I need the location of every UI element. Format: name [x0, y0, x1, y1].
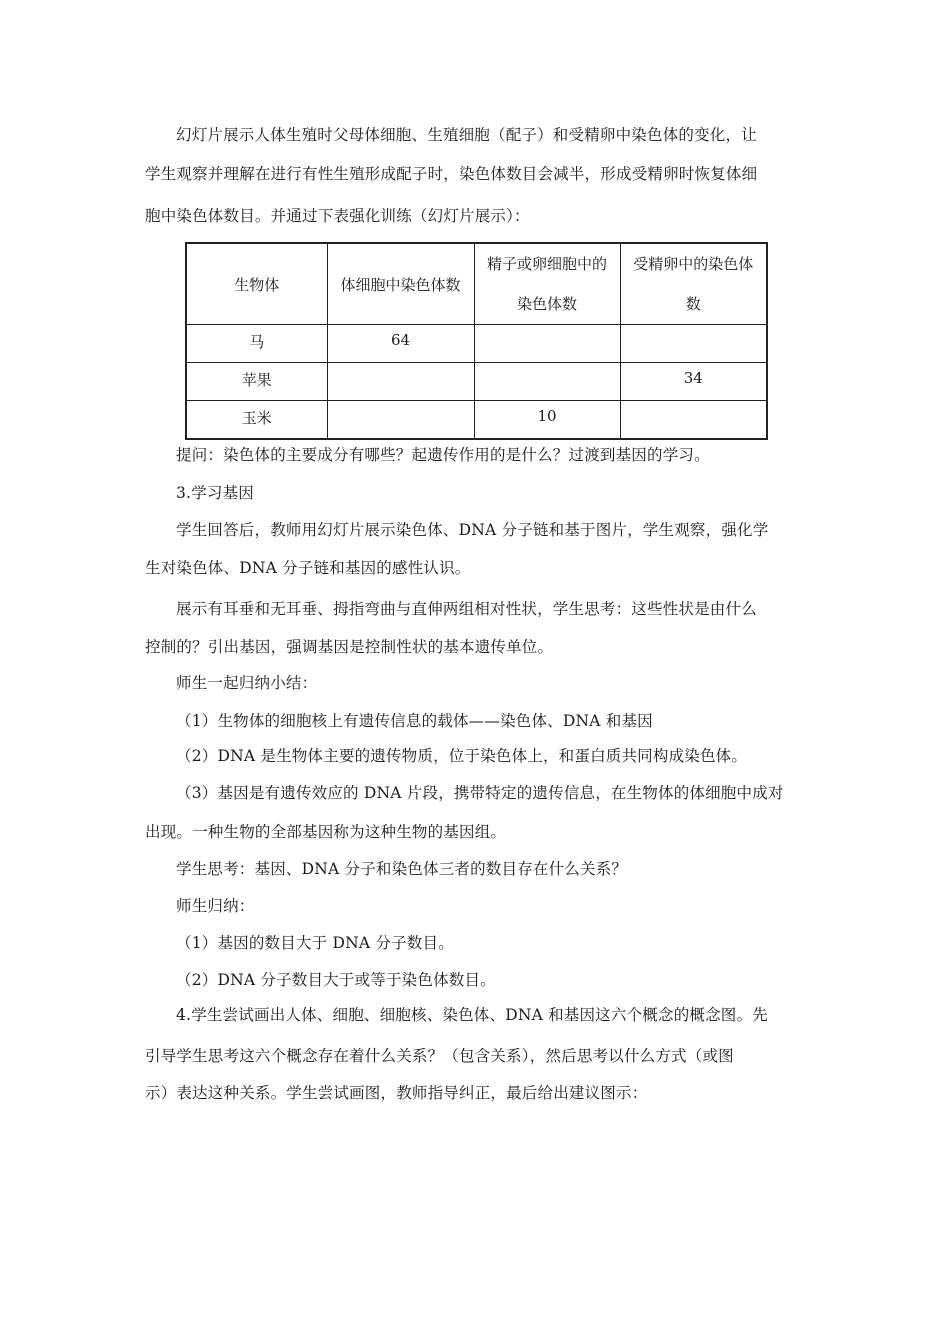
cell-organism: 马 — [186, 325, 327, 363]
summary-item-2: （2）DNA 是生物体主要的遗传物质，位于染色体上，和蛋白质共同构成染色体。 — [176, 747, 748, 765]
header-somatic: 体细胞中染色体数 — [327, 243, 474, 325]
section-4-line-1: 4.学生尝试画出人体、细胞、细胞核、染色体、DNA 和基因这六个概念的概念图。先 — [176, 1006, 768, 1024]
summary-item-3-line-1: （3）基因是有遗传效应的 DNA 片段，携带特定的遗传信息，在生物体的体细胞中成对 — [176, 784, 784, 802]
cell-somatic — [327, 401, 474, 439]
think-question: 学生思考：基因、DNA 分子和染色体三者的数目存在什么关系？ — [176, 860, 628, 878]
cell-organism: 玉米 — [186, 401, 327, 439]
header-gamete-line-1: 精子或卵细胞中的 — [486, 255, 607, 273]
question-text: 提问：染色体的主要成分有哪些？起遗传作用的是什么？过渡到基因的学习。 — [176, 446, 710, 464]
summary-item-3-line-2: 出现。一种生物的全部基因称为这种生物的基因组。 — [145, 823, 507, 841]
table-row — [186, 363, 767, 401]
chromosome-table — [185, 242, 768, 440]
cell-gamete — [474, 363, 620, 401]
cell-gamete — [474, 325, 620, 363]
intro-line-3: 胞中染色体数目。并通过下表强化训练（幻灯片展示）： — [145, 207, 530, 225]
para-b-line-1: 展示有耳垂和无耳垂、拇指弯曲与直伸两组相对性状，学生思考：这些性状是由什么 — [176, 600, 757, 618]
conclude-intro: 师生归纳： — [176, 897, 255, 915]
table-header-row — [186, 243, 767, 325]
table-row — [186, 325, 767, 363]
para-b-line-2: 控制的？引出基因，强调基因是控制性状的基本遗传单位。 — [145, 638, 554, 656]
conclude-item-1: （1）基因的数目大于 DNA 分子数目。 — [176, 934, 454, 952]
summary-item-1: （1）生物体的细胞核上有遗传信息的载体——染色体、DNA 和基因 — [176, 712, 653, 730]
cell-zygote — [620, 325, 767, 363]
header-gamete-line-2: 染色体数 — [516, 295, 577, 313]
cell-zygote: 34 — [620, 363, 767, 401]
summary-intro: 师生一起归纳小结： — [176, 674, 318, 692]
header-zygote — [620, 243, 767, 325]
cell-organism: 苹果 — [186, 363, 327, 401]
header-gamete — [474, 243, 620, 325]
cell-somatic — [327, 363, 474, 401]
table-row — [186, 401, 767, 439]
section-4-line-2: 引导学生思考这六个概念存在着什么关系？（包含关系），然后思考以什么方式（或图 — [145, 1047, 734, 1065]
section-3-title: 3.学习基因 — [176, 484, 254, 502]
para-a-line-2: 生对染色体、DNA 分子链和基因的感性认识。 — [145, 559, 471, 577]
header-organism: 生物体 — [186, 243, 327, 325]
cell-zygote — [620, 401, 767, 439]
conclude-item-2: （2）DNA 分子数目大于或等于染色体数目。 — [176, 971, 496, 989]
cell-gamete: 10 — [474, 401, 620, 439]
intro-line-2: 学生观察并理解在进行有性生殖形成配子时，染色体数目会减半，形成受精卵时恢复体细 — [145, 165, 758, 183]
section-4-line-3: 示）表达这种关系。学生尝试画图，教师指导纠正，最后给出建议图示： — [145, 1084, 648, 1102]
cell-somatic: 64 — [327, 325, 474, 363]
header-zygote-line-2: 数 — [685, 295, 701, 313]
header-zygote-line-1: 受精卵中的染色体 — [633, 255, 754, 273]
intro-line-1: 幻灯片展示人体生殖时父母体细胞、生殖细胞（配子）和受精卵中染色体的变化，让 — [176, 126, 757, 144]
para-a-line-1: 学生回答后，教师用幻灯片展示染色体、DNA 分子链和基于图片，学生观察，强化学 — [176, 521, 769, 539]
